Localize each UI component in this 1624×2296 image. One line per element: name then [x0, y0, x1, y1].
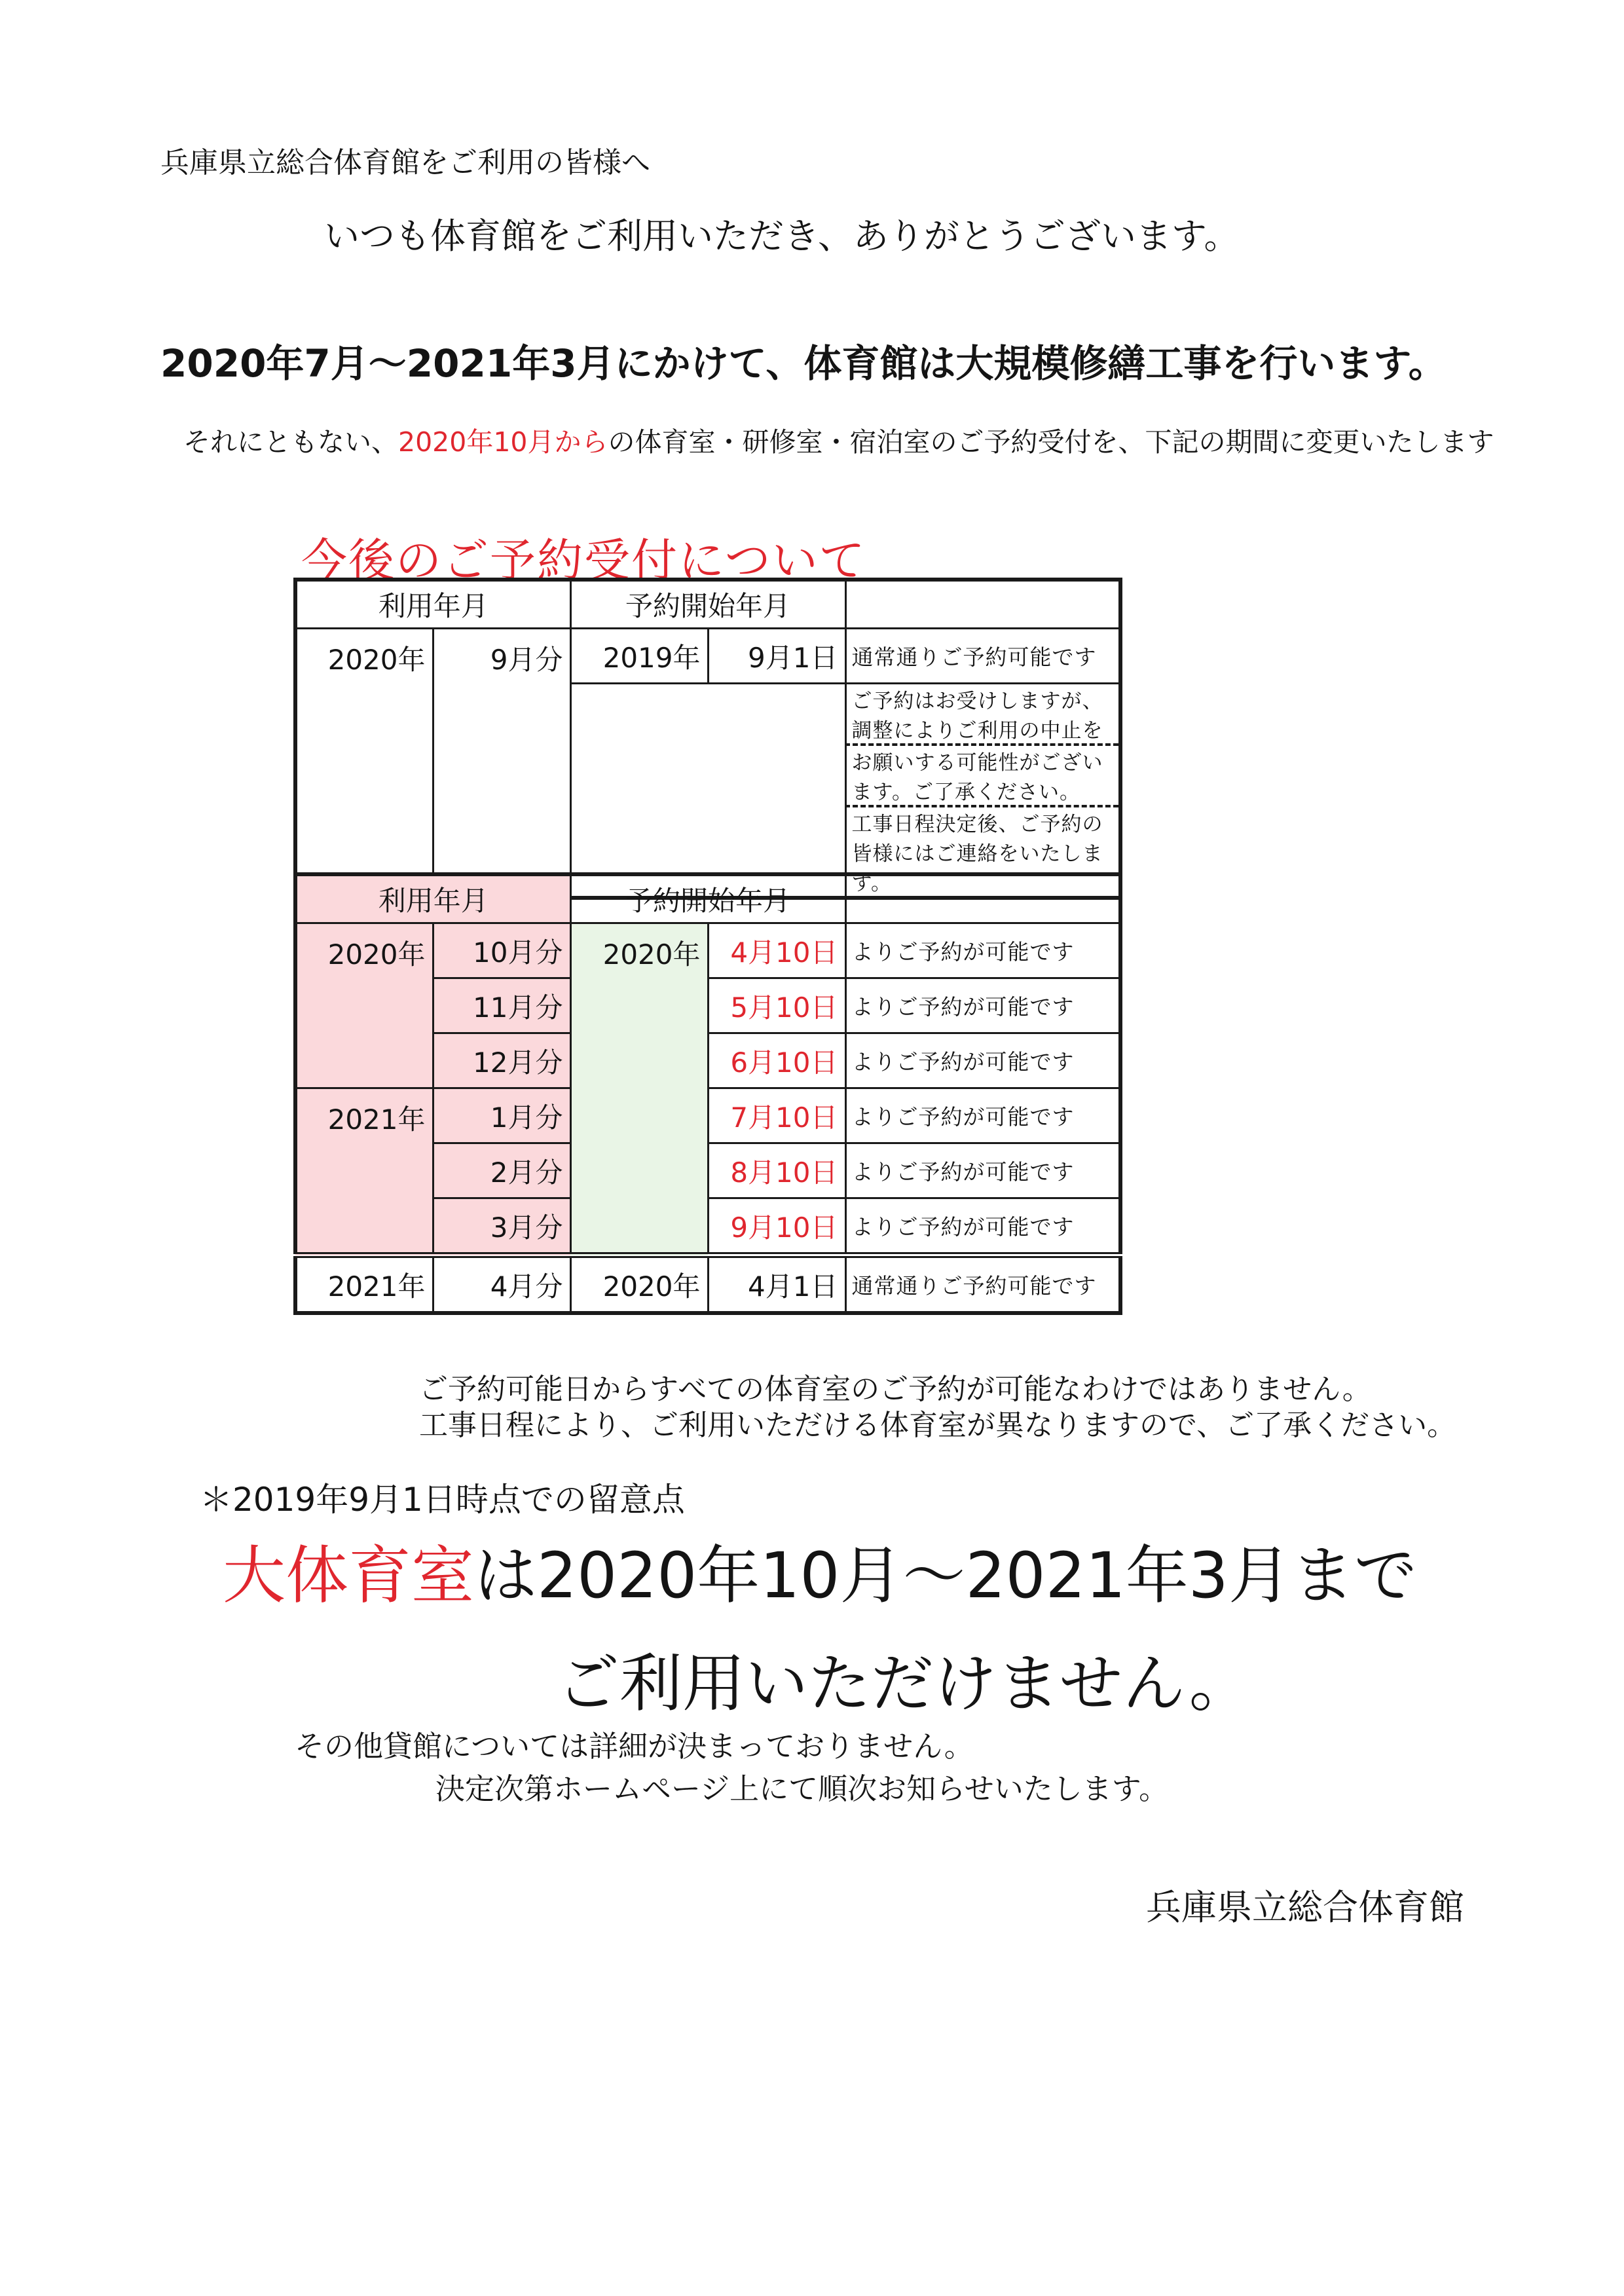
row-note: よりご予約が可能です: [845, 1143, 1120, 1198]
header-start: 予約開始年月: [570, 580, 845, 629]
use-month: 10月分: [433, 923, 570, 978]
use-month: 1月分: [433, 1088, 570, 1143]
start-date: 8月10日: [708, 1143, 845, 1198]
start-date: 4月10日: [708, 923, 845, 978]
big-notice-line-1: [223, 1526, 1417, 1616]
section-title: 今後のご予約受付について: [301, 534, 866, 587]
start-year: 2020年: [570, 923, 708, 1255]
use-year: 2021年: [295, 1088, 433, 1255]
big-notice-line-2: ご利用いただけません。: [557, 1647, 1252, 1720]
headline: 2020年7月～2021年3月にかけて、体育館は大規模修繕工事を行います。: [160, 341, 1447, 386]
subline-post: の体育室・研修室・宿泊室のご予約受付を、下記の期間に変更いたします: [608, 426, 1494, 458]
use-month: 3月分: [433, 1198, 570, 1255]
row-note: 通常通りご予約可能です: [845, 1255, 1120, 1314]
big-notice-highlight: 大体育室: [223, 1539, 474, 1612]
use-month: 2月分: [433, 1143, 570, 1198]
use-year: 2021年: [295, 1255, 433, 1314]
row-note: よりご予約が可能です: [845, 1088, 1120, 1143]
use-year: 2020年: [295, 923, 433, 1088]
caution-note-1: ご予約はお受けしますが、調整によりご利用の中止を: [845, 684, 1120, 745]
attention-heading: ＊2019年9月1日時点での留意点: [200, 1481, 685, 1519]
header-note: [845, 874, 1120, 923]
caution-note-2: お願いする可能性がございます。ご了承ください。: [845, 745, 1120, 806]
subline-pre: それにともない、: [183, 426, 398, 458]
blank-cell: [570, 684, 845, 898]
start-date: 4月1日: [708, 1255, 845, 1314]
table-row: [295, 1255, 1120, 1314]
use-month: 12月分: [433, 1033, 570, 1088]
addressee: 兵庫県立総合体育館をご利用の皆様へ: [160, 146, 650, 179]
row-note: よりご予約が可能です: [845, 1033, 1120, 1088]
availability-note-2: 工事日程により、ご利用いただける体育室が異なりますので、ご了承ください。: [419, 1409, 1456, 1442]
table-header-row: [295, 874, 1120, 923]
table-row: [295, 923, 1120, 978]
signature: 兵庫県立総合体育館: [1146, 1887, 1464, 1928]
header-use: 利用年月: [295, 580, 570, 629]
table-row: [295, 1088, 1120, 1143]
table-row: [295, 629, 1120, 684]
header-use: 利用年月: [295, 874, 570, 923]
subline-highlight: 2020年10月から: [398, 426, 608, 458]
start-date: 5月10日: [708, 978, 845, 1033]
row-note: よりご予約が可能です: [845, 1198, 1120, 1255]
caution-note-3: 工事日程決定後、ご予約の皆様にはご連絡をいたします。: [845, 806, 1120, 898]
row-note: よりご予約が可能です: [845, 978, 1120, 1033]
availability-note-1: ご予約可能日からすべての体育室のご予約が可能なわけではありません。: [419, 1373, 1371, 1406]
start-year: 2020年: [570, 1255, 708, 1314]
other-note-2: 決定次第ホームページ上にて順次お知らせいたします。: [435, 1771, 1169, 1806]
start-date: 9月1日: [708, 629, 845, 684]
start-date: 7月10日: [708, 1088, 845, 1143]
use-month: 11月分: [433, 978, 570, 1033]
use-month: 4月分: [433, 1255, 570, 1314]
other-note-1: その他貸館については詳細が決まっておりません。: [295, 1729, 974, 1764]
use-year: 2020年: [295, 629, 433, 898]
use-month: 9月分: [433, 629, 570, 898]
header-note: [845, 580, 1120, 629]
start-year: 2019年: [570, 629, 708, 684]
start-date: 6月10日: [708, 1033, 845, 1088]
subline: [183, 420, 1494, 459]
schedule-table-construction: [293, 872, 1122, 1315]
greeting: いつも体育館をご利用いただき、ありがとうございます。: [324, 215, 1240, 257]
table-header-row: [295, 580, 1120, 629]
start-date: 9月10日: [708, 1198, 845, 1255]
header-start: 予約開始年月: [570, 874, 845, 923]
row-note: 通常通りご予約可能です: [845, 629, 1120, 684]
row-note: よりご予約が可能です: [845, 923, 1120, 978]
big-notice-rest: は2020年10月～2021年3月まで: [474, 1539, 1417, 1612]
schedule-table-current: [293, 578, 1122, 900]
